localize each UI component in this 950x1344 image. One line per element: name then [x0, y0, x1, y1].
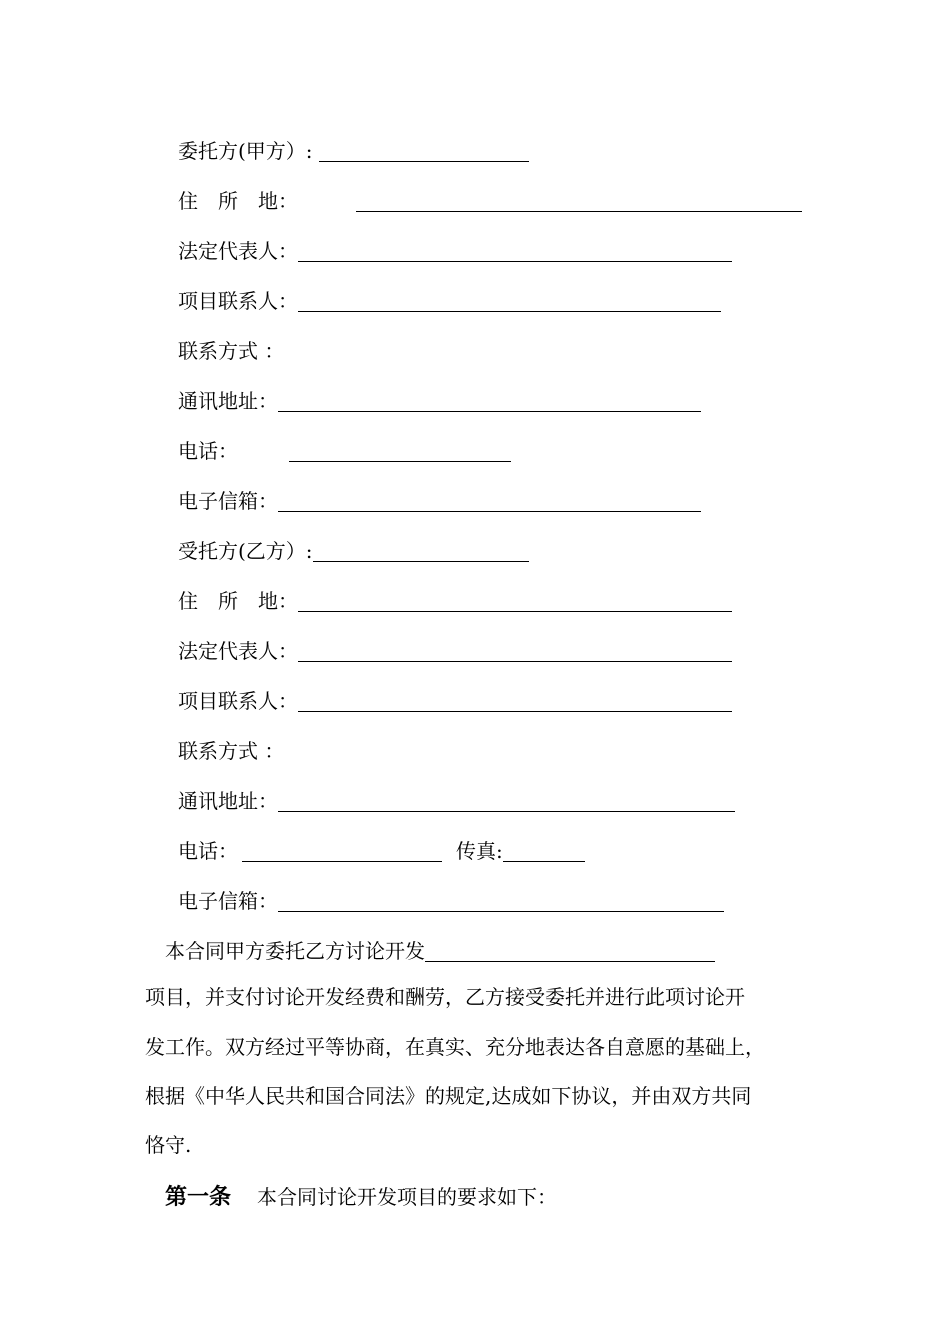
party-b-fax-label: 传真:	[456, 839, 503, 863]
party-b-name-field[interactable]	[313, 539, 529, 562]
intro-line-3: 发工作。双方经过平等协商，在真实、充分地表达各自意愿的基础上，	[145, 1035, 765, 1059]
intro-line-1-row	[165, 934, 715, 964]
party-a-mail-address-row	[178, 384, 701, 414]
party-b-address-row	[178, 584, 732, 614]
party-a-project-contact-field[interactable]	[298, 289, 721, 312]
party-a-legal-rep-row	[178, 234, 732, 264]
party-a-title: 委托方(甲方）:	[178, 139, 313, 163]
party-a-email-field[interactable]	[278, 489, 701, 512]
party-a-contact-method-label: 联系方式 ：	[178, 339, 285, 363]
party-a-title-row	[178, 134, 529, 164]
party-a-phone-field[interactable]	[289, 439, 511, 462]
party-a-mail-address-label: 通讯地址：	[178, 389, 278, 413]
article-1	[165, 1182, 557, 1213]
party-b-mail-address-label: 通讯地址：	[178, 789, 278, 813]
party-b-email-row	[178, 884, 724, 914]
party-b-title: 受托方(乙方）:	[178, 539, 313, 563]
article-1-number: 第一条	[165, 1185, 232, 1210]
party-b-mail-address-row	[178, 784, 735, 814]
party-b-project-contact-field[interactable]	[298, 689, 732, 712]
intro-line-1: 本合同甲方委托乙方讨论开发	[165, 939, 425, 963]
intro-line-2: 项目，并支付讨论开发经费和酬劳，乙方接受委托并进行此项讨论开	[145, 985, 745, 1009]
article-1-text: 本合同讨论开发项目的要求如下：	[257, 1185, 558, 1209]
party-a-phone-row	[178, 434, 511, 464]
party-b-phone-label: 电话：	[178, 839, 238, 863]
party-b-address-field[interactable]	[298, 589, 732, 612]
party-a-email-label: 电子信箱：	[178, 489, 278, 513]
party-b-email-label: 电子信箱：	[178, 889, 278, 913]
project-name-field[interactable]	[425, 939, 715, 962]
party-a-name-field[interactable]	[319, 139, 529, 162]
party-a-project-contact-row	[178, 284, 721, 314]
party-a-address-field[interactable]	[356, 189, 802, 212]
party-b-mail-address-field[interactable]	[278, 789, 735, 812]
party-a-address-row	[178, 184, 802, 214]
party-a-legal-rep-label: 法定代表人：	[178, 239, 298, 263]
party-b-legal-rep-row	[178, 634, 732, 664]
party-b-contact-method-row	[178, 734, 284, 764]
party-b-title-row	[178, 534, 529, 564]
party-b-project-contact-label: 项目联系人：	[178, 689, 298, 713]
party-b-contact-method-label: 联系方式 ：	[178, 739, 285, 763]
party-b-fax-field[interactable]	[503, 839, 585, 862]
party-b-phone-fax-row	[178, 834, 585, 864]
party-b-project-contact-row	[178, 684, 732, 714]
party-b-legal-rep-label: 法定代表人：	[178, 639, 298, 663]
party-a-project-contact-label: 项目联系人：	[178, 289, 298, 313]
party-a-phone-label: 电话：	[178, 439, 238, 463]
party-a-address-label: 住 所 地：	[178, 189, 298, 213]
party-a-mail-address-field[interactable]	[278, 389, 701, 412]
party-b-phone-field[interactable]	[242, 839, 442, 862]
intro-line-5: 恪守.	[145, 1133, 192, 1157]
intro-line-4: 根据《中华人民共和国合同法》的规定,达成如下协议，并由双方共同	[145, 1084, 752, 1108]
party-a-email-row	[178, 484, 701, 514]
party-b-legal-rep-field[interactable]	[298, 639, 732, 662]
party-b-email-field[interactable]	[278, 889, 724, 912]
party-a-legal-rep-field[interactable]	[298, 239, 732, 262]
party-b-address-label: 住 所 地：	[178, 589, 298, 613]
party-a-contact-method-row	[178, 334, 284, 364]
